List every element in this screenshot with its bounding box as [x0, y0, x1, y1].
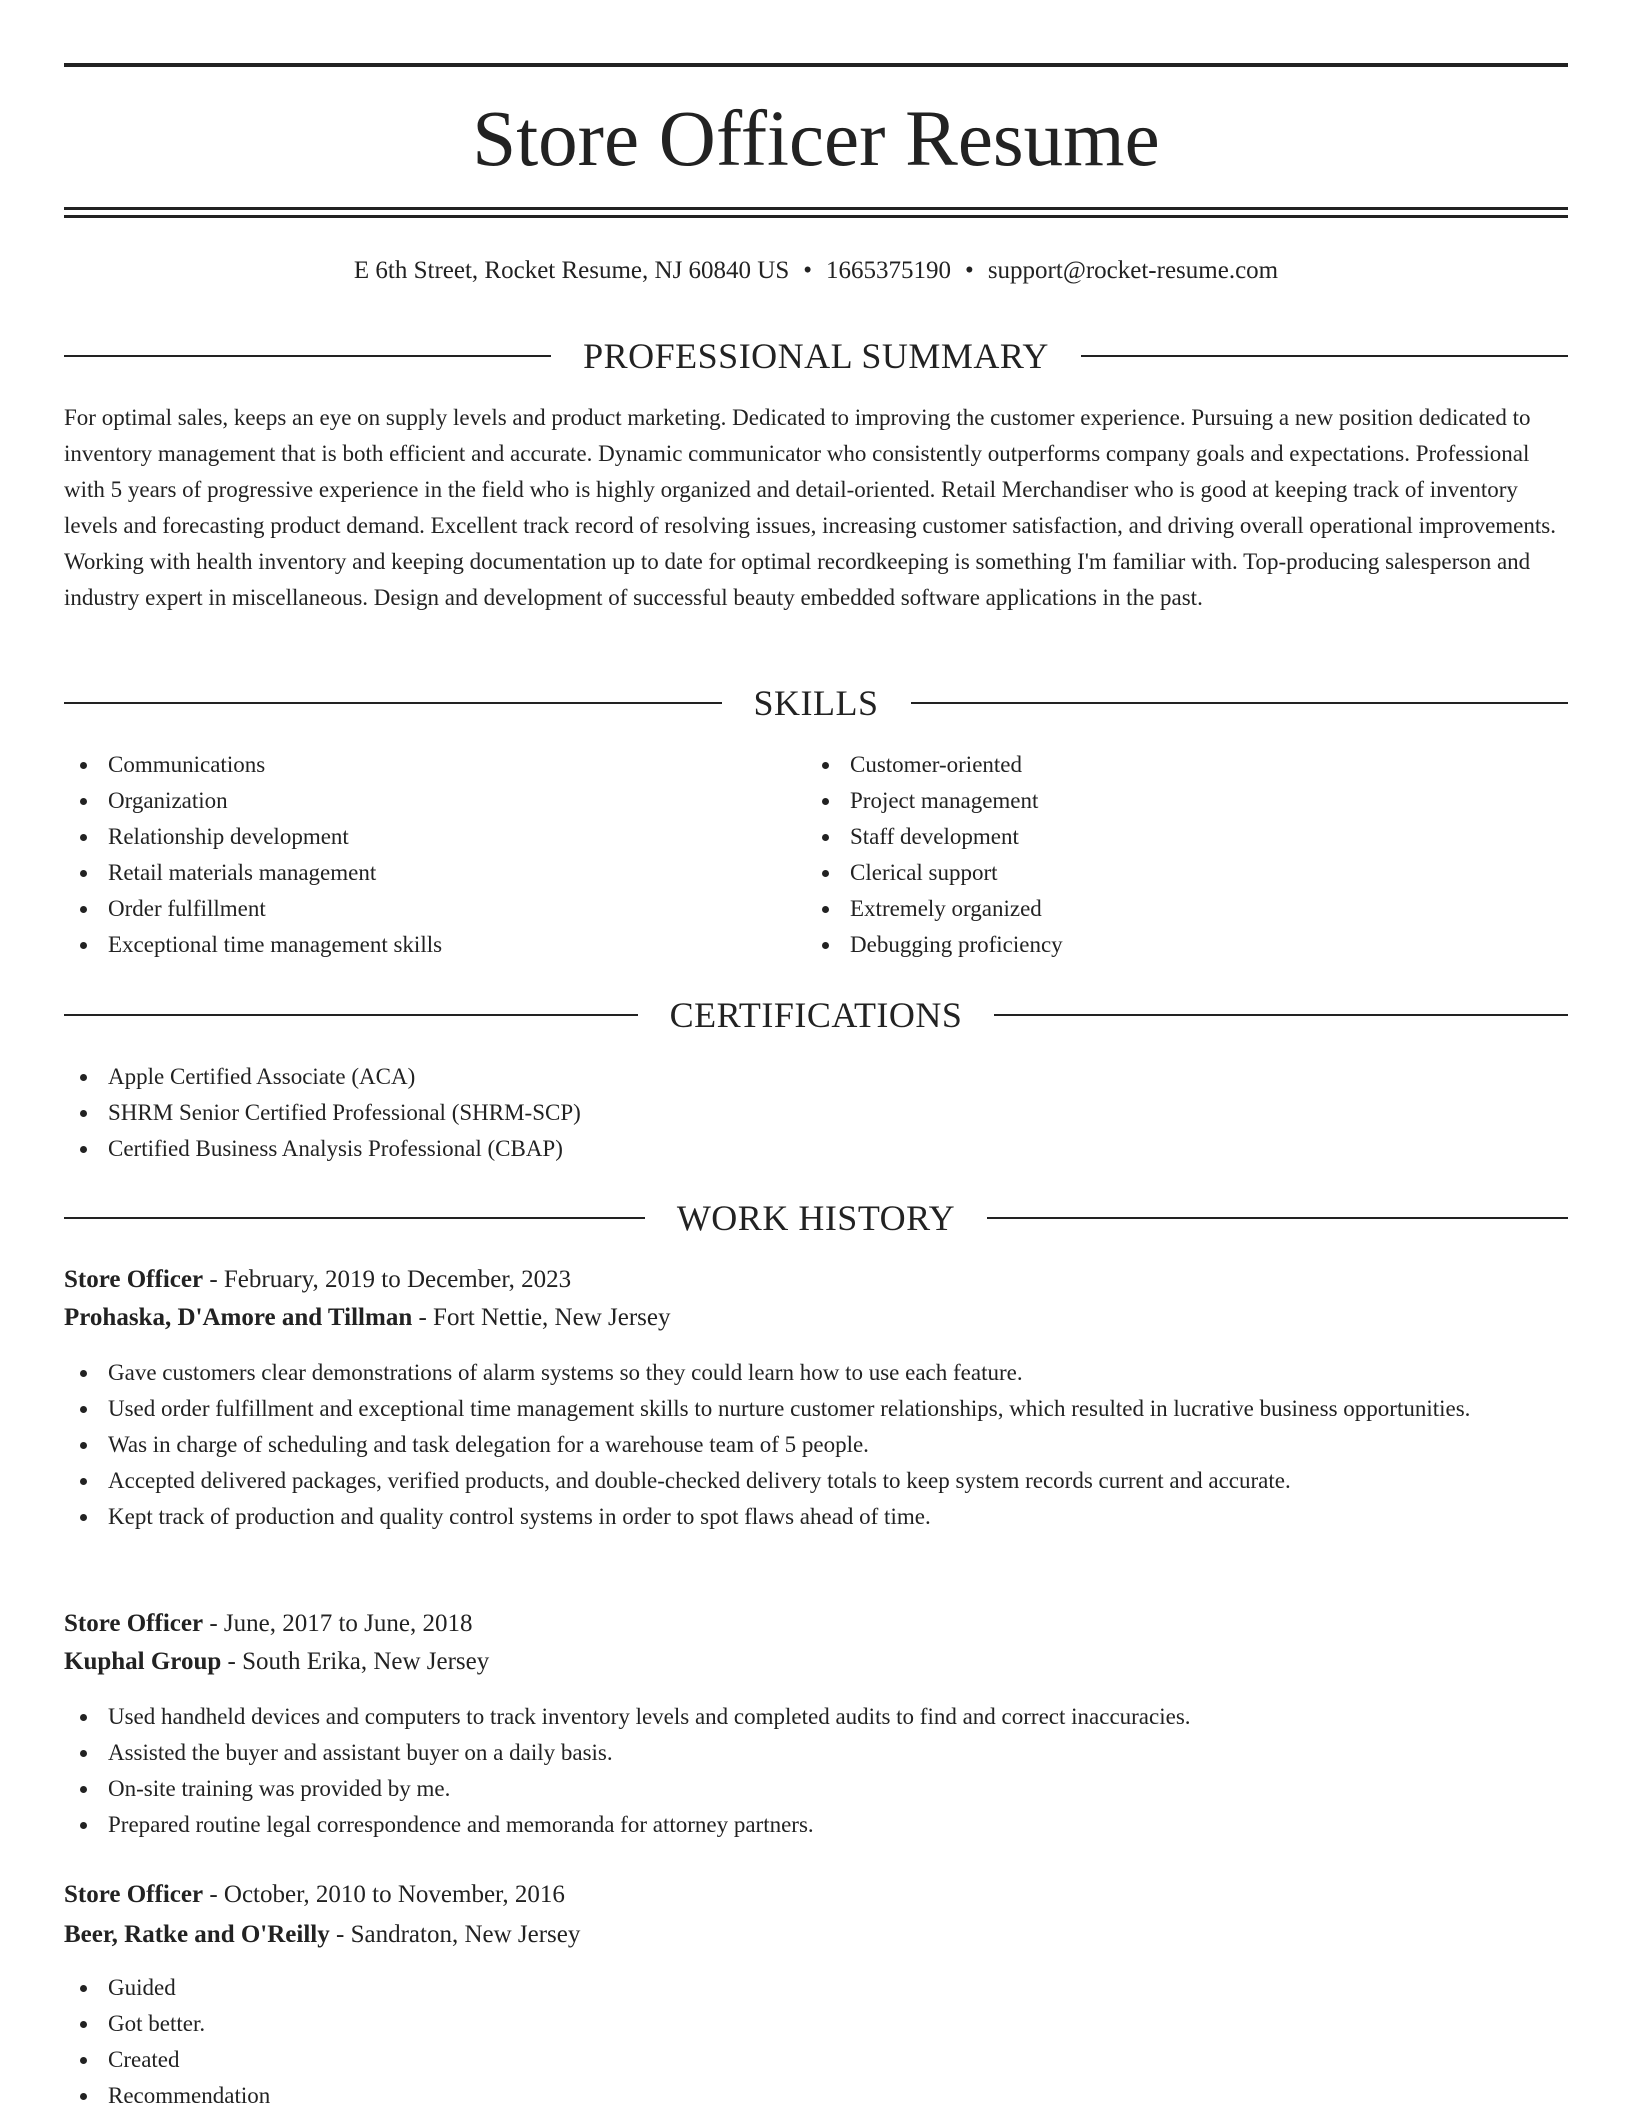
job-company-line: [64, 1300, 1568, 1336]
job-company: Beer, Ratke and O'Reilly: [64, 1921, 330, 1948]
skill-item: Order fulfillment: [64, 891, 764, 927]
job-bullet: Created: [64, 2042, 1484, 2078]
section-heading-certifications: [64, 993, 1568, 1037]
job-company-line: [64, 1917, 1568, 1953]
skill-item: Staff development: [806, 819, 1506, 855]
section-heading-skills: [64, 681, 1568, 725]
section-heading-summary: [64, 334, 1568, 378]
job-bullet: Used handheld devices and computers to track inventory levels and completed audits to find and correct inaccuracies.: [64, 1699, 1484, 1735]
job-title: Store Officer: [64, 1881, 204, 1908]
job-location: - Sandraton, New Jersey: [329, 1921, 581, 1948]
resume-title: Store Officer Resume: [472, 96, 1160, 183]
heading-rule: [64, 1014, 638, 1016]
job-dates: - June, 2017 to June, 2018: [203, 1610, 473, 1637]
job-bullet: On-site training was provided by me.: [64, 1771, 1484, 1807]
skill-item: Project management: [806, 783, 1506, 819]
skill-item: Exceptional time management skills: [64, 927, 764, 963]
job-title: Store Officer: [64, 1266, 204, 1293]
skills-list-right: [806, 747, 1506, 963]
contact-separator: •: [965, 257, 974, 284]
heading-rule: [64, 355, 551, 357]
job-bullet: Gave customers clear demonstrations of alarm systems so they could learn how to use each feature.: [64, 1355, 1484, 1391]
heading-label: SKILLS: [753, 683, 879, 723]
certifications-list: [64, 1059, 1464, 1167]
contact-address: E 6th Street, Rocket Resume, NJ 60840 US: [353, 257, 790, 284]
skills-list-left: [64, 747, 764, 963]
heading-rule: [64, 702, 722, 704]
job-title-line: [64, 1606, 1568, 1642]
job-bullet: Prepared routine legal correspondence and memoranda for attorney partners.: [64, 1807, 1484, 1843]
job-dates: - October, 2010 to November, 2016: [203, 1881, 565, 1908]
job-bullet: Guided: [64, 1970, 1484, 2006]
contact-line: [64, 254, 1568, 288]
job-company: Kuphal Group: [64, 1648, 222, 1675]
job-title: Store Officer: [64, 1610, 204, 1637]
job-bullet-list: [64, 1699, 1484, 1843]
job-dates: - February, 2019 to December, 2023: [203, 1266, 572, 1293]
top-rule: [64, 63, 1568, 67]
job-bullet: Assisted the buyer and assistant buyer on a daily basis.: [64, 1735, 1484, 1771]
job-bullet-list: [64, 1355, 1484, 1535]
skill-item: Extremely organized: [806, 891, 1506, 927]
job-bullet: Kept track of production and quality control systems in order to spot flaws ahead of time.: [64, 1499, 1484, 1535]
certification-item: SHRM Senior Certified Professional (SHRM-SCP): [64, 1095, 1464, 1131]
skill-item: Debugging proficiency: [806, 927, 1506, 963]
job-bullet: Accepted delivered packages, verified products, and double-checked delivery totals to keep system records current and accurate.: [64, 1463, 1484, 1499]
skill-item: Communications: [64, 747, 764, 783]
job-location: - Fort Nettie, New Jersey: [412, 1304, 671, 1331]
title-rule-lower: [64, 215, 1568, 218]
certification-item: Apple Certified Associate (ACA): [64, 1059, 1464, 1095]
skill-item: Organization: [64, 783, 764, 819]
heading-label: WORK HISTORY: [676, 1198, 956, 1238]
job-location: - South Erika, New Jersey: [221, 1648, 490, 1675]
heading-label: CERTIFICATIONS: [669, 995, 963, 1035]
summary-paragraph: For optimal sales, keeps an eye on supply levels and product marketing. Dedicated to improving the customer experience. Pursuing a new position dedicated to inventory management that is both efficient and accurate. Dynamic communicator who consistently outperforms company goals and expectations. Professional with 5 years of progressive experience in the field who is highly organized and detail-oriented. Retail Merchandiser who is good at keeping track of inventory levels and forecasting product demand. Excellent track record of resolving issues, increasing customer satisfaction, and driving overall operational improvements. Working with health inventory and keeping documentation up to date for optimal recordkeeping is something I'm familiar with. Top-producing salesperson and industry expert in miscellaneous. Design and development of successful beauty embedded software applications in the past.: [64, 405, 1556, 610]
job-bullet: Was in charge of scheduling and task delegation for a warehouse team of 5 people.: [64, 1427, 1484, 1463]
skill-item: Relationship development: [64, 819, 764, 855]
certification-item: Certified Business Analysis Professional (CBAP): [64, 1131, 1464, 1167]
section-heading-work-history: [64, 1196, 1568, 1240]
heading-rule: [1081, 355, 1568, 357]
contact-phone: 1665375190: [826, 257, 952, 284]
contact-email: support@rocket-resume.com: [987, 257, 1279, 284]
job-bullet: Used order fulfillment and exceptional time management skills to nurture customer relationships, which resulted in lucrative business opportunities.: [64, 1391, 1484, 1427]
job-bullet-list: [64, 1970, 1484, 2114]
title-rule-upper: [64, 207, 1568, 210]
heading-rule: [987, 1217, 1568, 1219]
job-company-line: [64, 1644, 1568, 1680]
heading-label: PROFESSIONAL SUMMARY: [583, 336, 1049, 376]
skill-item: Customer-oriented: [806, 747, 1506, 783]
contact-separator: •: [803, 257, 813, 284]
job-bullet: Recommendation: [64, 2078, 1484, 2114]
job-title-line: [64, 1877, 1568, 1913]
heading-rule: [64, 1217, 645, 1219]
job-company: Prohaska, D'Amore and Tillman: [64, 1304, 413, 1331]
skill-item: Retail materials management: [64, 855, 764, 891]
skill-item: Clerical support: [806, 855, 1506, 891]
heading-rule: [994, 1014, 1568, 1016]
job-bullet: Got better.: [64, 2006, 1484, 2042]
heading-rule: [911, 702, 1569, 704]
job-title-line: [64, 1262, 1568, 1298]
